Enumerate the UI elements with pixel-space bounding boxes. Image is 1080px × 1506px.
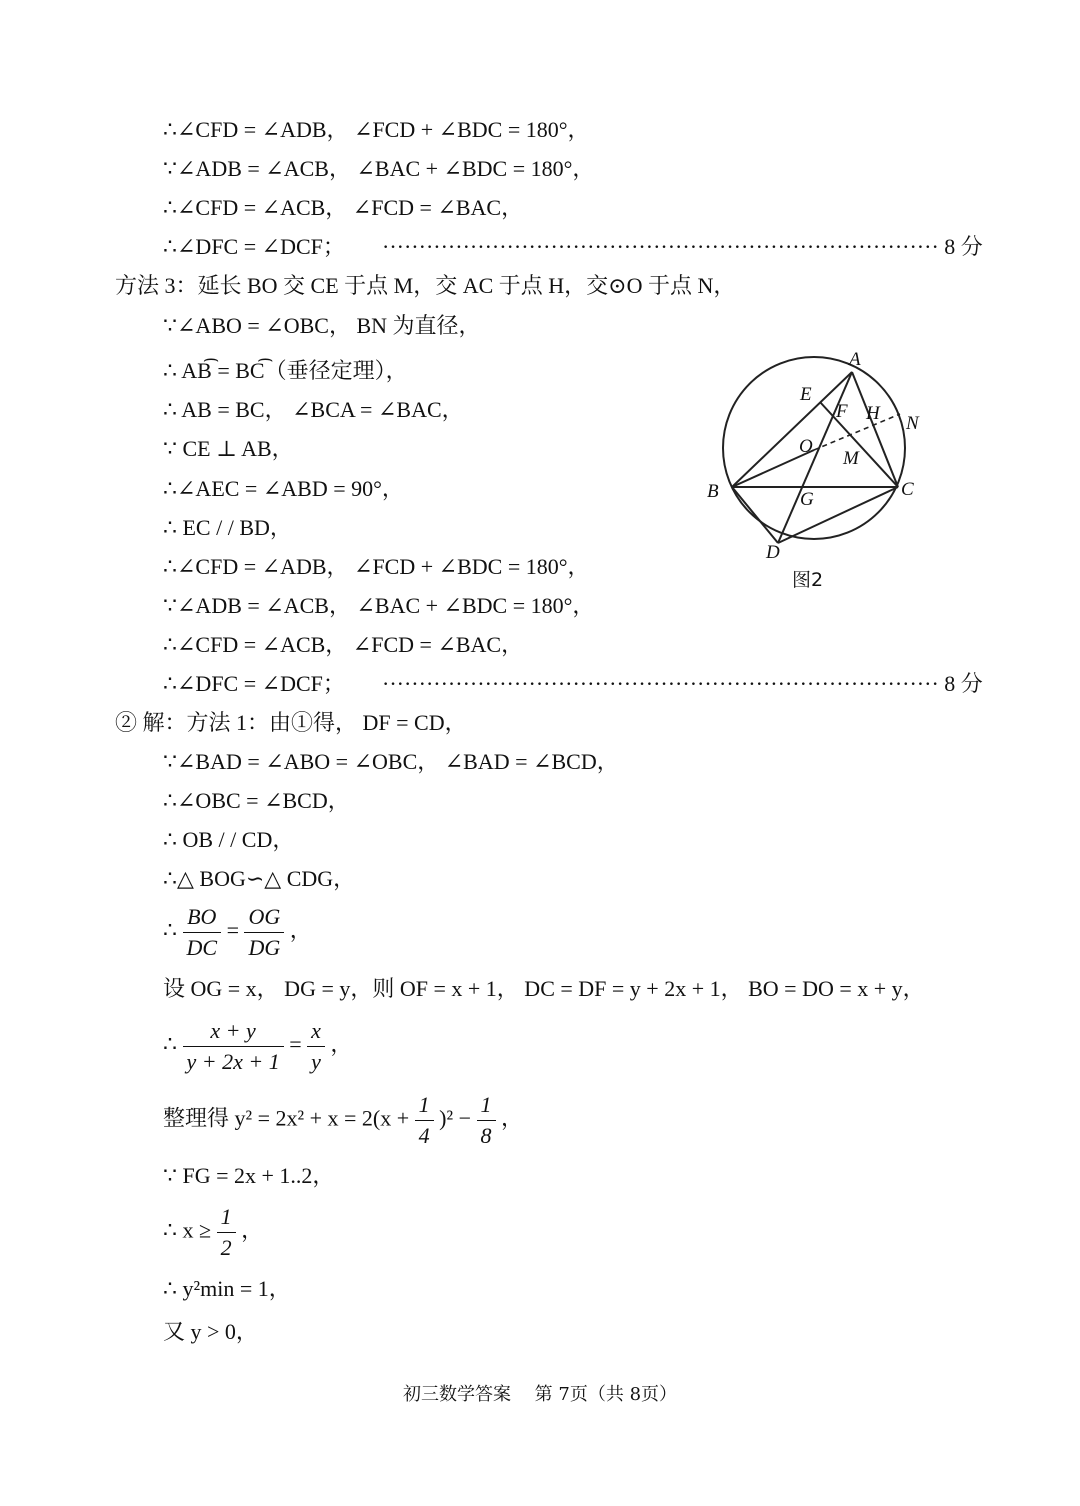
numerator: x + y <box>183 1016 284 1047</box>
point-label: N <box>906 413 919 434</box>
denominator: 4 <box>418 1123 430 1148</box>
fraction <box>217 1202 236 1263</box>
circle-diagram <box>700 340 930 595</box>
denominator: DC <box>186 935 218 960</box>
proof-line: 设 OG = x， DG = y，则 OF = x + 1， DC = DF = y + 2x + 1， BO = DO = x + y， <box>163 976 925 1001</box>
proof-line: ∴∠CFD = ∠ADB， ∠FCD + ∠BDC = 180°， <box>163 117 590 142</box>
proof-line: ∴△ BOG∽△ CDG， <box>163 866 356 891</box>
proof-line: ∴ AB = BC， ∠BCA = ∠BAC， <box>163 397 464 422</box>
fraction <box>183 1016 284 1077</box>
point-label: B <box>707 481 719 502</box>
proof-line: 又 y > 0， <box>163 1319 258 1344</box>
point-label: O <box>799 436 813 457</box>
proof-line: ∴∠DFC = ∠DCF； <box>163 234 345 259</box>
equation-text: )² − <box>439 1105 471 1131</box>
equals-sign: = <box>226 917 239 943</box>
point-label: G <box>800 489 814 510</box>
proof-line: ∴∠AEC = ∠ABD = 90°， <box>163 476 404 501</box>
proof-line: ∵∠ADB = ∠ACB， ∠BAC + ∠BDC = 180°， <box>163 593 595 618</box>
numerator: 1 <box>217 1202 236 1233</box>
punctuation: ， <box>501 1105 524 1131</box>
proof-line: ∵∠ABO = ∠OBC， BN 为直径， <box>163 313 481 338</box>
fraction <box>415 1090 434 1151</box>
equals-sign: = <box>289 1031 302 1057</box>
fraction-line <box>163 1016 352 1077</box>
fraction <box>183 902 222 963</box>
proof-line: ∵ CE ⊥ AB， <box>163 436 294 461</box>
point-label: E <box>800 384 812 405</box>
equation-text: ∴ x ≥ <box>163 1217 212 1243</box>
denominator: y <box>311 1049 321 1074</box>
proof-line: ∴ OB / / CD， <box>163 827 295 852</box>
therefore-sign: ∴ <box>163 1031 177 1057</box>
equation-text: 整理得 y² = 2x² + x = 2(x + <box>163 1105 410 1131</box>
proof-line: ∵∠BAD = ∠ABO = ∠OBC， ∠BAD = ∠BCD， <box>163 749 619 774</box>
denominator: 8 <box>480 1123 492 1148</box>
punctuation: ， <box>241 1217 264 1243</box>
proof-line: ∴ EC / / BD， <box>163 515 292 540</box>
page-footer: 初三数学答案 第 7页（共 8页） <box>402 1384 678 1405</box>
method3-heading: 方法 3：延长 BO 交 CE 于点 M，交 AC 于点 H，交⊙O 于点 N， <box>115 273 736 298</box>
fraction <box>307 1016 325 1077</box>
proof-line: ∴∠CFD = ∠ACB， ∠FCD = ∠BAC， <box>163 195 524 220</box>
point-label: M <box>843 448 859 469</box>
proof-line: ∴∠CFD = ∠ACB， ∠FCD = ∠BAC， <box>163 632 524 657</box>
proof-line: ∴ AB͡ = BC͡（垂径定理）， <box>163 358 408 383</box>
punctuation: ， <box>289 917 312 943</box>
denominator: DG <box>248 935 281 960</box>
denominator: y + 2x + 1 <box>186 1049 280 1074</box>
fraction <box>244 902 284 963</box>
score-marker: ············································································ 8 分 <box>382 671 983 696</box>
proof-line: ∴∠DFC = ∠DCF； <box>163 671 345 696</box>
numerator: x <box>307 1016 325 1047</box>
point-label: F <box>836 401 848 422</box>
denominator: 2 <box>220 1235 232 1260</box>
point-label: H <box>866 403 880 424</box>
numerator: BO <box>183 902 222 933</box>
numerator: 1 <box>477 1090 496 1121</box>
numerator: 1 <box>415 1090 434 1121</box>
proof-line: ∵∠ADB = ∠ACB， ∠BAC + ∠BDC = 180°， <box>163 156 595 181</box>
point-label: C <box>901 479 914 500</box>
numerator: OG <box>244 902 284 933</box>
figure-caption: 图2 <box>792 569 824 591</box>
point-label: D <box>766 542 780 563</box>
proof-line: ∴ y²min = 1， <box>163 1276 291 1301</box>
therefore-sign: ∴ <box>163 917 177 943</box>
proof-line: ∴∠CFD = ∠ADB， ∠FCD + ∠BDC = 180°， <box>163 554 590 579</box>
fraction <box>477 1090 496 1151</box>
point-label: A <box>849 349 861 370</box>
punctuation: ， <box>330 1031 353 1057</box>
fraction-line <box>163 902 312 963</box>
score-marker: ············································································ 8 分 <box>382 234 983 259</box>
proof-line: ∵ FG = 2x + 1..2， <box>163 1163 335 1188</box>
part2-heading: ② 解：方法 1：由①得， DF = CD， <box>115 710 467 735</box>
geometry-figure <box>700 340 930 595</box>
fraction-line <box>163 1202 263 1263</box>
fraction-line <box>163 1090 523 1151</box>
proof-line: ∴∠OBC = ∠BCD， <box>163 788 350 813</box>
